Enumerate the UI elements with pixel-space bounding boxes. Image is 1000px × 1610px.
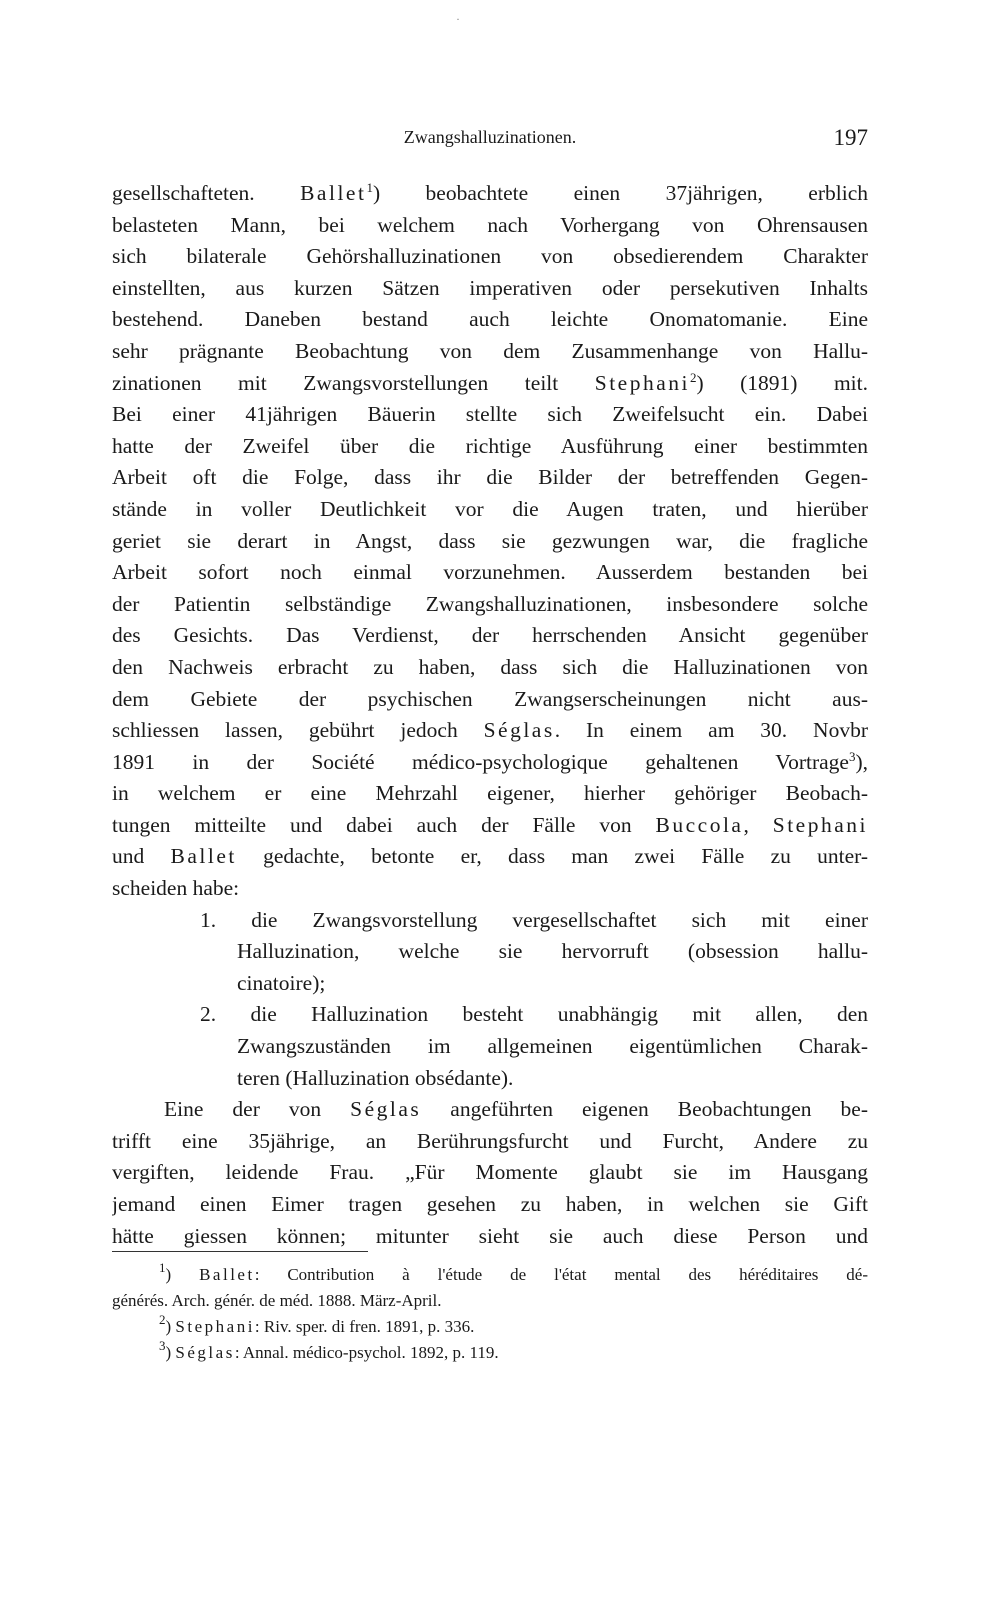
text-line: und Ballet gedachte, betonte er, dass man zwei Fälle zu unter- — [112, 844, 868, 869]
main-text — [112, 178, 868, 1252]
author-name: Ballet — [199, 1265, 255, 1284]
text-line: geriet sie derart in Angst, dass sie gezwungen war, die fragliche — [112, 528, 868, 553]
text-line: schliessen lassen, gebührt jedoch Séglas. In einem am 30. Novbr — [112, 718, 868, 743]
footnote-2: $^2$) Stephani: Riv. sper. di fren. 1891, p. 336. — [159, 1314, 475, 1336]
text-line: sich bilaterale Gehörshalluzinationen von obsedierendem Charakter — [112, 244, 868, 269]
author-name: Ballet — [300, 181, 367, 205]
author-name: Séglas — [483, 718, 555, 743]
author-name: Stephani — [772, 812, 868, 837]
text-line: 1891 in der Société médico-psychologique gehaltenen Vortrage$^3$), — [112, 748, 868, 774]
footnote-rule — [112, 1251, 368, 1252]
footnote-1: $^1$) Ballet: Contribution à l'étude de l'état mental des héréditaires dé- — [159, 1262, 868, 1284]
text-line: hatte der Zweifel über die richtige Ausführung einer bestimmten — [112, 433, 868, 458]
text-line: Arbeit oft die Folge, dass ihr die Bilder der betreffenden Gegen- — [112, 465, 868, 490]
author-name: Stephani — [175, 1317, 255, 1336]
text-line: hätte giessen können; mitunter sieht sie auch diese Person und — [112, 1223, 868, 1248]
footnote-1-cont: générés. Arch. génér. de méd. 1888. März-April. — [112, 1291, 442, 1310]
text-line: gesellschafteten. Ballet$^1$) beobachtete einen 37jährigen, erblich — [112, 180, 868, 205]
footnote-ref: 2 — [689, 369, 697, 385]
text-line: zinationen mit Zwangsvorstellungen teilt Stephani$^2$) (1891) mit. — [112, 369, 868, 395]
author-name: Buccola — [655, 812, 744, 837]
scan-speck: · — [456, 12, 460, 26]
text-line: bestehend. Daneben bestand auch leichte Onomatomanie. Eine — [112, 307, 868, 332]
running-header — [112, 125, 868, 155]
text-line: den Nachweis erbracht zu haben, dass sich die Halluzinationen von — [112, 654, 868, 679]
list-item-2-cont: Zwangszuständen im allgemeinen eigentümlichen Charak- — [237, 1034, 868, 1059]
footnote-ref: 1 — [366, 180, 373, 195]
text-line: belasteten Mann, bei welchem nach Vorhergang von Ohrensausen — [112, 212, 868, 237]
text-line: des Gesichts. Das Verdienst, der herrschenden Ansicht gegenüber — [112, 623, 868, 648]
text-line: der Patientin selbständige Zwangshalluzinationen, insbesondere solche — [112, 591, 868, 616]
text-line: trifft eine 35jährige, an Berührungsfurcht und Furcht, Andere zu — [112, 1128, 868, 1153]
text-line: jemand einen Eimer tragen gesehen zu haben, in welchen sie Gift — [112, 1192, 868, 1216]
text-line: sehr prägnante Beobachtung von dem Zusammenhange von Hallu- — [112, 338, 868, 363]
footnote-ref: 3 — [848, 748, 856, 764]
text-line: vergiften, leidende Frau. „Für Momente glaubt sie im Hausgang — [112, 1160, 868, 1185]
list-item-1-cont: Halluzination, welche sie hervorruft (obsession hallu- — [237, 939, 868, 964]
text-line: Arbeit sofort noch einmal vorzunehmen. Ausserdem bestanden bei — [112, 560, 868, 585]
author-name: Ballet — [170, 844, 237, 869]
text-line: scheiden habe: — [112, 876, 240, 901]
list-item-2-cont: teren (Halluzination obsédante). — [237, 1065, 514, 1090]
author-name: Stephani — [594, 370, 690, 395]
text-line: in welchem er eine Mehrzahl eigener, hierher gehöriger Beobach- — [112, 781, 868, 806]
text-line: stände in voller Deutlichkeit vor die Augen traten, und hierüber — [112, 496, 868, 521]
list-item-1-cont: cinatoire); — [237, 970, 326, 995]
footnotes — [112, 1262, 868, 1366]
author-name: Séglas — [350, 1097, 422, 1122]
page-number: 197 — [833, 125, 868, 150]
list-item-1: 1. die Zwangsvorstellung vergesellschaftet sich mit einer — [200, 907, 868, 932]
author-name: Séglas — [175, 1343, 235, 1362]
text-line: dem Gebiete der psychischen Zwangserscheinungen nicht aus- — [112, 686, 868, 711]
footnote-3: $^3$) Séglas: Annal. médico-psychol. 1892, p. 119. — [159, 1340, 499, 1362]
list-item-2: 2. die Halluzination besteht unabhängig mit allen, den — [200, 1002, 868, 1027]
text-line: Eine der von Séglas angeführten eigenen Beobachtungen be- — [164, 1097, 868, 1122]
running-title: Zwangshalluzinationen. — [403, 127, 577, 147]
text-line: einstellten, aus kurzen Sätzen imperativen oder persekutiven Inhalts — [112, 275, 868, 300]
text-line: tungen mitteilte und dabei auch der Fälle von Buccola, Stephani — [112, 812, 868, 837]
text-line: Bei einer 41jährigen Bäuerin stellte sich Zweifelsucht ein. Dabei — [112, 402, 868, 427]
